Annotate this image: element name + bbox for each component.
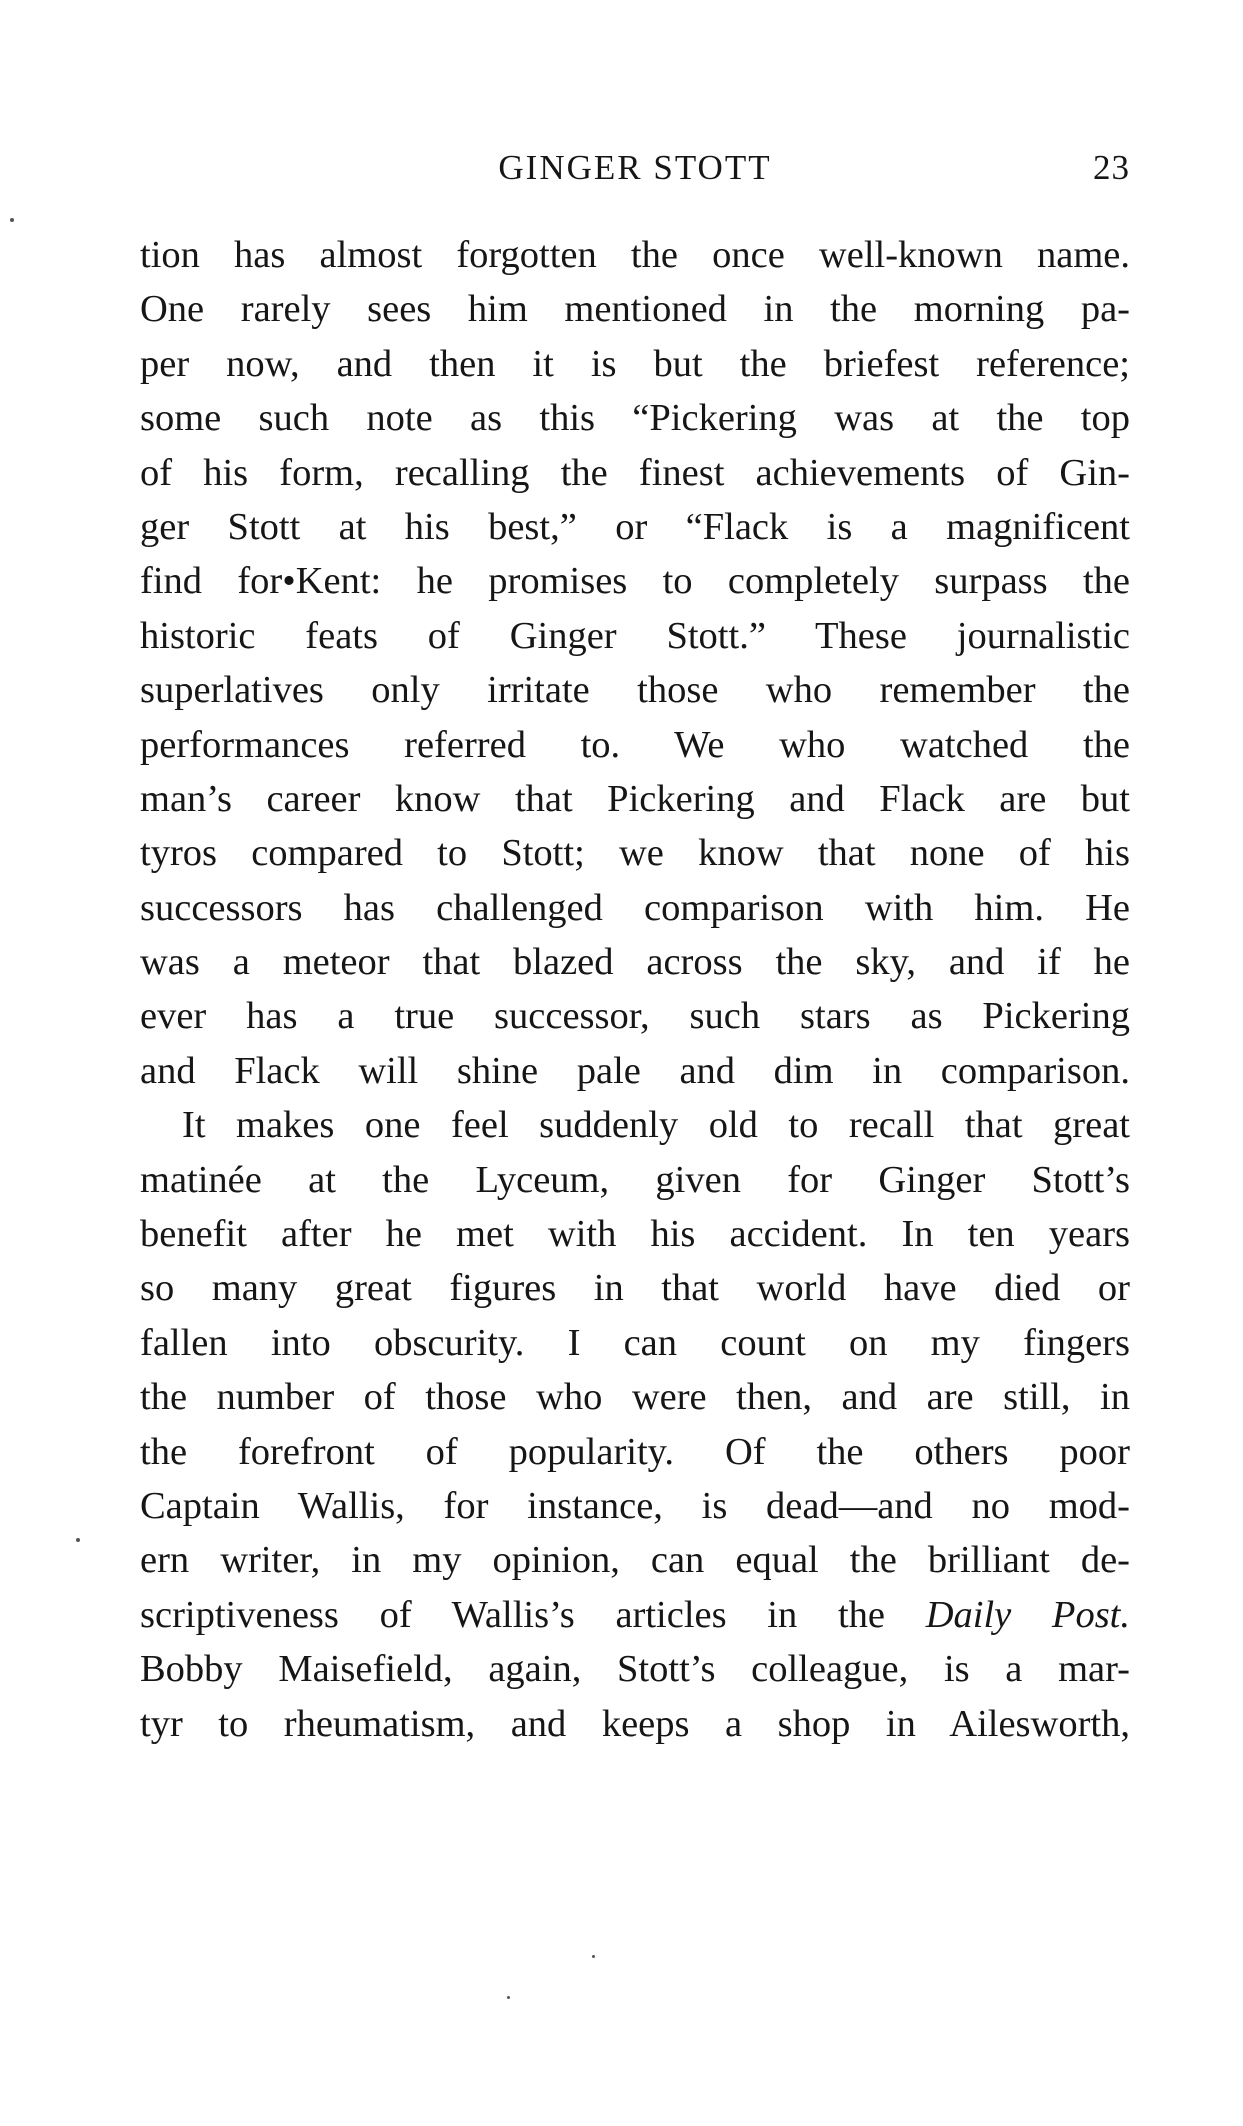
publication-title: Daily Post. — [925, 1593, 1130, 1636]
text-line: ern writer, in my opinion, can equal the brilliant de- — [140, 1539, 1130, 1582]
text-line: so many great figures in that world have died or — [140, 1267, 1130, 1310]
text-line: One rarely sees him mentioned in the morning pa- — [140, 288, 1130, 331]
text-line: performances referred to. We who watched the — [140, 723, 1130, 766]
text-line: Captain Wallis, for instance, is dead—and no mod- — [140, 1484, 1130, 1527]
text-line: Bobby Maisefield, again, Stott’s colleague, is a mar- — [140, 1648, 1130, 1691]
text-line: ever has a true successor, such stars as Pickering — [140, 995, 1130, 1038]
text-line: was a meteor that blazed across the sky, and if he — [140, 941, 1130, 984]
text-line: historic feats of Ginger Stott.” These journalistic — [140, 614, 1130, 657]
text-line: tyros compared to Stott; we know that none of his — [140, 832, 1130, 875]
text-line: of his form, recalling the finest achievements of Gin- — [140, 451, 1130, 494]
text-line: matinée at the Lyceum, given for Ginger Stott’s — [140, 1158, 1130, 1201]
body-text — [140, 228, 1130, 1751]
text-line: fallen into obscurity. I can count on my fingers — [140, 1321, 1130, 1364]
text-line: tion has almost forgotten the once well-known name. — [140, 234, 1130, 276]
text-line-with-italic — [140, 1588, 1130, 1642]
text-line: find for•Kent: he promises to completely surpass the — [140, 560, 1130, 603]
text-line: tyr to rheumatism, and keeps a shop in Ailesworth, — [140, 1702, 1130, 1745]
scan-speck — [592, 1955, 595, 1958]
text-line: benefit after he met with his accident. In ten years — [140, 1213, 1130, 1256]
text-line: successors has challenged comparison with him. He — [140, 886, 1130, 929]
text-line: the forefront of popularity. Of the others poor — [140, 1430, 1130, 1473]
text-line: ger Stott at his best,” or “Flack is a magnificent — [140, 505, 1130, 548]
running-head — [140, 148, 1130, 196]
text-line: per now, and then it is but the briefest reference; — [140, 342, 1130, 385]
text-line: some such note as this “Pickering was at the top — [140, 397, 1130, 440]
paragraph-last-line: and Flack will shine pale and dim in comparison. — [140, 1049, 1130, 1092]
scan-speck — [76, 1538, 80, 1542]
text-line: superlatives only irritate those who remember the — [140, 669, 1130, 712]
line-text: scriptiveness of Wallis’s articles in the — [140, 1593, 926, 1636]
text-line: man’s career know that Pickering and Flack are but — [140, 777, 1130, 820]
running-title: GINGER STOTT — [498, 148, 772, 187]
scan-speck — [10, 218, 14, 222]
text-line: the number of those who were then, and are still, in — [140, 1376, 1130, 1419]
scan-speck — [507, 1996, 510, 1999]
paragraph-first-line: It makes one feel suddenly old to recall that great — [182, 1104, 1130, 1147]
page-number: 23 — [1093, 148, 1130, 187]
